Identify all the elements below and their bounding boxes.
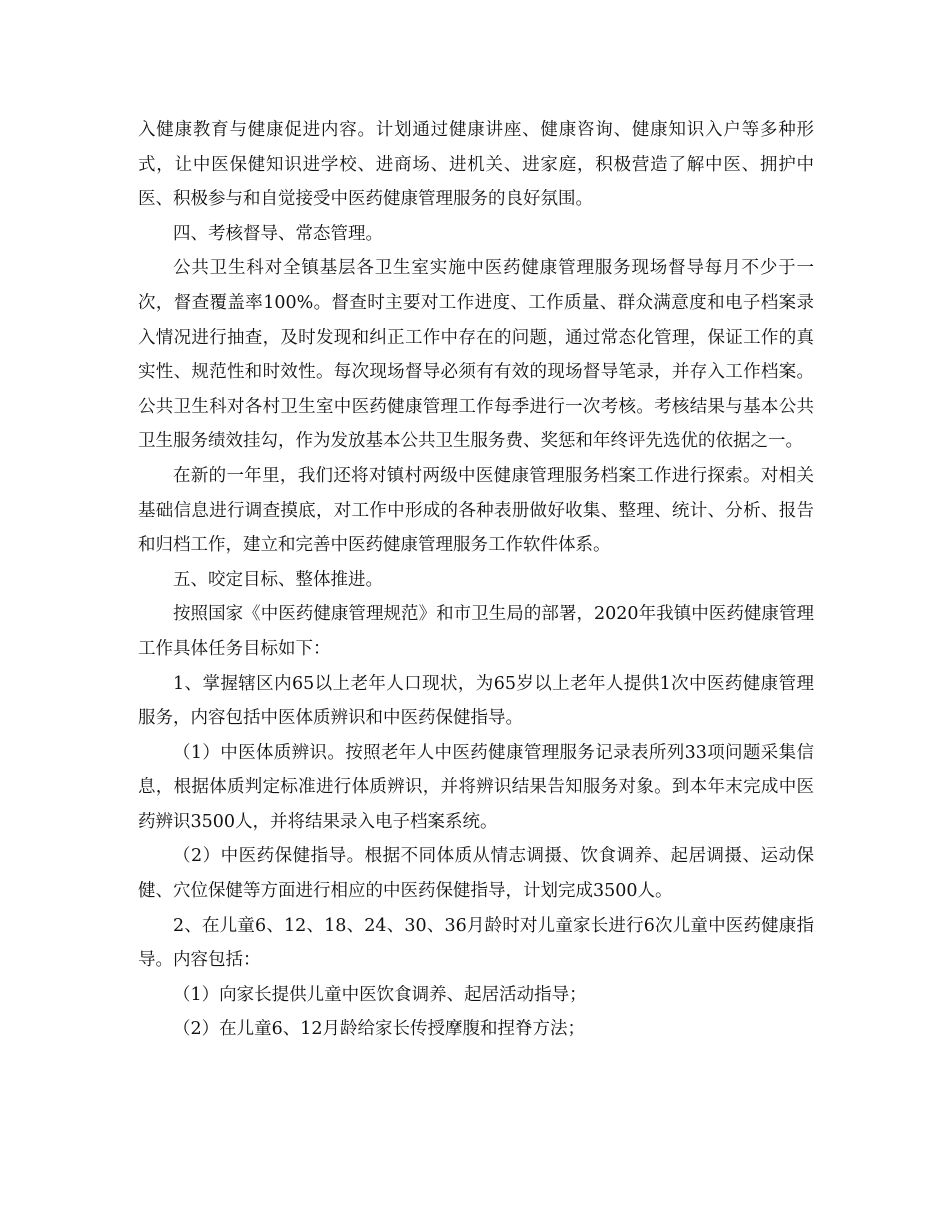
paragraph-child-massage: （2）在儿童6、12月龄给家长传授摩腹和捏脊方法； xyxy=(173,1019,586,1040)
document-body xyxy=(138,113,814,1047)
paragraph-elderly-service: 1、掌握辖区内65以上老年人口现状，为65岁以上老年人提供1次中医药健康管理服务，内容包括中医体质辨识和中医药保健指导。 xyxy=(138,673,814,729)
paragraph-child-guidance: 2、在儿童6、12、18、24、30、36月龄时对儿童家长进行6次儿童中医药健康指导。内容包括： xyxy=(138,915,814,971)
section-heading-4: 四、考核督导、常态管理。 xyxy=(173,223,383,244)
paragraph-supervision: 公共卫生科对全镇基层各卫生室实施中医药健康管理服务现场督导每月不少于一次，督查覆盖率100%。督查时主要对工作进度、工作质量、群众满意度和电子档案录入情况进行抽查，及时发现和纠正工作中存在的问题，通过常态化管理，保证工作的真实性、规范性和时效性。每次现场督导必须有有效的现场督导笔录，并存入工作档案。公共卫生科对各村卫生室中医药健康管理工作每季进行一次考核。考核结果与基本公共卫生服务绩效挂勾，作为发放基本公共卫生服务费、奖惩和年终评先选优的依据之一。 xyxy=(138,258,814,452)
paragraph-targets-intro: 按照国家《中医药健康管理规范》和市卫生局的部署，2020年我镇中医药健康管理工作具体任务目标如下： xyxy=(138,604,814,659)
paragraph-constitution-identification: （1）中医体质辨识。按照老年人中医药健康管理服务记录表所列33项问题采集信息，根据体质判定标准进行体质辨识，并将辨识结果告知服务对象。到本年末完成中医药辨识3500人，并将结果录入电子档案系统。 xyxy=(138,742,814,832)
paragraph-child-diet: （1）向家长提供儿童中医饮食调养、起居活动指导； xyxy=(173,984,587,1005)
paragraph-health-education: 入健康教育与健康促进内容。计划通过健康讲座、健康咨询、健康知识入户等多种形式，让中医保健知识进学校、进商场、进机关、进家庭，积极营造了解中医、拥护中医、积极参与和自觉接受中医药健康管理服务的良好氛围。 xyxy=(138,120,814,210)
paragraph-health-guidance: （2）中医药保健指导。根据不同体质从情志调摄、饮食调养、起居调摄、运动保健、穴位保健等方面进行相应的中医药保健指导，计划完成3500人。 xyxy=(138,846,814,902)
section-heading-5: 五、咬定目标、整体推进。 xyxy=(173,569,383,590)
paragraph-new-year-plan: 在新的一年里，我们还将对镇村两级中医健康管理服务档案工作进行探索。对相关基础信息进行调查摸底，对工作中形成的各种表册做好收集、整理、统计、分析、报告和归档工作，建立和完善中医药健康管理服务工作软件体系。 xyxy=(138,465,814,556)
